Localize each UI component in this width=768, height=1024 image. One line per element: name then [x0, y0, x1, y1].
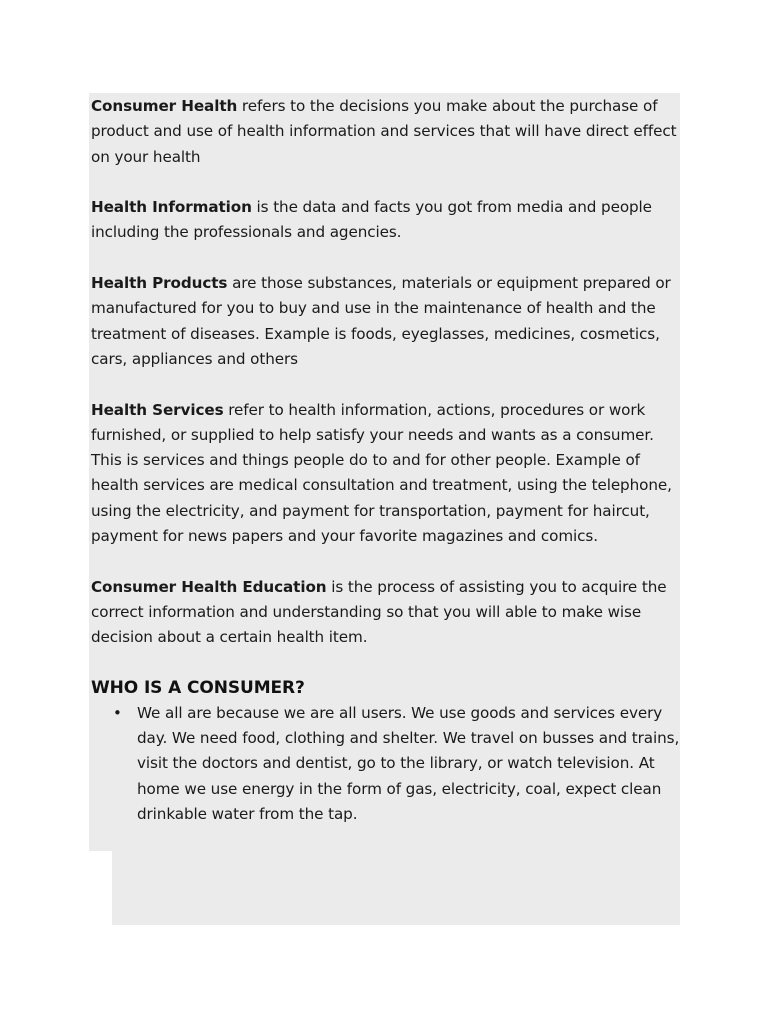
section-heading: WHO IS A CONSUMER?: [91, 677, 305, 698]
term-health-services: Health Services: [91, 400, 224, 419]
definition-consumer-health-education: is the process of assisting you to acquire the correct information and understanding so that you will able to make wise decision about a certain health item.: [91, 577, 667, 647]
definition-health-products: are those substances, materials or equipment prepared or manufactured for you to buy and use in the maintenance of health and the treatment of diseases. Example is foods, eyeglasses, medicines, cosmetics, cars, appliances and others: [91, 274, 671, 368]
bullet-list: [91, 701, 685, 827]
definition-consumer-health: refers to the decisions you make about the purchase of product and use of health information and services that will have direct effect on your health: [91, 97, 677, 166]
page-notch: [89, 851, 112, 925]
term-health-products: Health Products: [91, 274, 228, 293]
term-consumer-health-education: Consumer Health Education: [91, 577, 327, 596]
definition-health-information: is the data and facts you got from media and people including the professionals and agencies.: [91, 198, 652, 242]
paragraph-health-services: [91, 398, 685, 550]
paragraph-consumer-health-education: [91, 575, 685, 651]
paragraph-health-information: [91, 195, 685, 246]
term-consumer-health: Consumer Health: [91, 97, 238, 115]
list-item: • We all are because we are all users. We use goods and services every day. We need food, clothing and shelter. We travel on busses and trains, visit the doctors and dentist, go to the library, or watch television. At home we use energy in the form of gas, electricity, coal, expect clean drinkable water from the tap.: [137, 701, 685, 827]
paragraph-consumer-health: [91, 94, 685, 170]
paragraph-health-products: [91, 271, 685, 372]
document-content: [91, 94, 685, 827]
definition-health-services: refer to health information, actions, procedures or work furnished, or supplied to help satisfy your needs and wants as a consumer. This is services and things people do to and for other people. Example of health services are medical consultation and treatment, using the telephone, using the electricity, and payment for transportation, payment for haircut, payment for news papers and your favorite magazines and comics.: [91, 400, 672, 546]
term-health-information: Health Information: [91, 198, 252, 217]
